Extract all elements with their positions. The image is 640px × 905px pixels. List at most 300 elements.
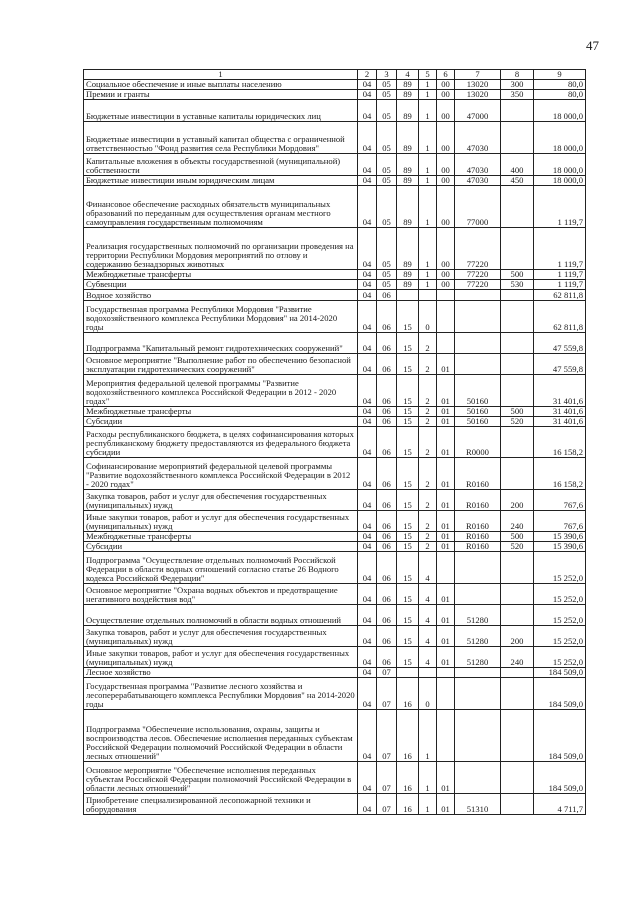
program-code bbox=[397, 668, 419, 678]
section-code: 04 bbox=[358, 511, 377, 532]
section-code: 04 bbox=[358, 668, 377, 678]
section-code: 04 bbox=[358, 176, 377, 186]
direction-code: R0160 bbox=[455, 511, 501, 532]
amount: 47 559,8 bbox=[534, 333, 586, 354]
section-code: 04 bbox=[358, 458, 377, 490]
header-row bbox=[84, 70, 586, 80]
program-code: 89 bbox=[397, 100, 419, 122]
section-code: 04 bbox=[358, 542, 377, 552]
subprogram-code: 1 bbox=[419, 762, 437, 794]
subprogram-code: 2 bbox=[419, 333, 437, 354]
expense-type-code bbox=[501, 762, 534, 794]
expense-type-code: 300 bbox=[501, 80, 534, 90]
column-header: 3 bbox=[377, 70, 397, 80]
direction-code bbox=[455, 290, 501, 301]
amount: 4 711,7 bbox=[534, 794, 586, 815]
subprogram-code: 1 bbox=[419, 90, 437, 100]
amount: 18 000,0 bbox=[534, 100, 586, 122]
row-name: Бюджетные инвестиции в уставный капитал общества с ограниченной ответственностью "Фонд развития села Республики Мордовия" bbox=[84, 122, 358, 154]
subsection-code: 06 bbox=[377, 417, 397, 427]
row-name: Основное мероприятие "Обеспечение исполнения переданных субъектам Российской Федерации полномочий Российской Федерации в области лесных отношений" bbox=[84, 762, 358, 794]
event-code: 01 bbox=[437, 584, 455, 605]
amount: 31 401,6 bbox=[534, 407, 586, 417]
event-code: 00 bbox=[437, 228, 455, 270]
program-code: 16 bbox=[397, 762, 419, 794]
column-header: 8 bbox=[501, 70, 534, 80]
table-row bbox=[84, 407, 586, 417]
amount: 15 252,0 bbox=[534, 605, 586, 626]
section-code: 04 bbox=[358, 154, 377, 176]
subsection-code: 06 bbox=[377, 647, 397, 668]
section-code: 04 bbox=[358, 270, 377, 280]
event-code: 01 bbox=[437, 626, 455, 647]
program-code: 16 bbox=[397, 678, 419, 710]
subsection-code: 05 bbox=[377, 186, 397, 228]
section-code: 04 bbox=[358, 122, 377, 154]
direction-code: 51310 bbox=[455, 794, 501, 815]
subprogram-code: 4 bbox=[419, 605, 437, 626]
section-code: 04 bbox=[358, 552, 377, 584]
event-code: 01 bbox=[437, 458, 455, 490]
subprogram-code: 1 bbox=[419, 186, 437, 228]
row-name: Лесное хозяйство bbox=[84, 668, 358, 678]
section-code: 04 bbox=[358, 417, 377, 427]
subsection-code: 05 bbox=[377, 228, 397, 270]
direction-code: 51280 bbox=[455, 626, 501, 647]
row-name: Премии и гранты bbox=[84, 90, 358, 100]
direction-code: 13020 bbox=[455, 80, 501, 90]
row-name: Основное мероприятие "Выполнение работ по обеспечению безопасной эксплуатации гидротехнических сооружений" bbox=[84, 354, 358, 375]
subsection-code: 05 bbox=[377, 90, 397, 100]
event-code: 01 bbox=[437, 511, 455, 532]
section-code: 04 bbox=[358, 762, 377, 794]
subsection-code: 07 bbox=[377, 678, 397, 710]
program-code: 89 bbox=[397, 186, 419, 228]
amount: 184 509,0 bbox=[534, 678, 586, 710]
program-code: 16 bbox=[397, 794, 419, 815]
row-name: Государственная программа "Развитие лесного хозяйства и лесоперерабатывающего комплекса Республики Мордовия" на 2014-2020 годы bbox=[84, 678, 358, 710]
section-code: 04 bbox=[358, 80, 377, 90]
table-row bbox=[84, 427, 586, 458]
direction-code: R0160 bbox=[455, 490, 501, 511]
subsection-code: 07 bbox=[377, 668, 397, 678]
subsection-code: 06 bbox=[377, 626, 397, 647]
expense-type-code bbox=[501, 427, 534, 458]
row-name: Расходы республиканского бюджета, в целях софинансирования которых республиканскому бюджету предоставляются из федерального бюджета субсидии bbox=[84, 427, 358, 458]
direction-code: 50160 bbox=[455, 407, 501, 417]
subprogram-code: 1 bbox=[419, 280, 437, 290]
program-code: 15 bbox=[397, 647, 419, 668]
event-code: 01 bbox=[437, 407, 455, 417]
event-code bbox=[437, 333, 455, 354]
direction-code: 50160 bbox=[455, 417, 501, 427]
subsection-code: 06 bbox=[377, 542, 397, 552]
event-code bbox=[437, 668, 455, 678]
program-code: 89 bbox=[397, 90, 419, 100]
direction-code bbox=[455, 762, 501, 794]
event-code: 01 bbox=[437, 762, 455, 794]
program-code: 15 bbox=[397, 407, 419, 417]
event-code: 01 bbox=[437, 605, 455, 626]
direction-code bbox=[455, 678, 501, 710]
section-code: 04 bbox=[358, 186, 377, 228]
row-name: Софинансирование мероприятий федеральной целевой программы "Развитие водохозяйственного комплекса Российской Федерации в 2012 - 2020 годах" bbox=[84, 458, 358, 490]
subprogram-code: 0 bbox=[419, 678, 437, 710]
subsection-code: 07 bbox=[377, 762, 397, 794]
direction-code: 77220 bbox=[455, 270, 501, 280]
subsection-code: 05 bbox=[377, 80, 397, 90]
subprogram-code: 1 bbox=[419, 710, 437, 762]
subprogram-code bbox=[419, 668, 437, 678]
event-code: 00 bbox=[437, 122, 455, 154]
event-code: 00 bbox=[437, 186, 455, 228]
section-code: 04 bbox=[358, 354, 377, 375]
direction-code: R0160 bbox=[455, 532, 501, 542]
table-row bbox=[84, 490, 586, 511]
section-code: 04 bbox=[358, 290, 377, 301]
expense-type-code: 520 bbox=[501, 542, 534, 552]
program-code: 15 bbox=[397, 490, 419, 511]
row-name: Основное мероприятие "Охрана водных объектов и предотвращение негативного воздействия вод" bbox=[84, 584, 358, 605]
program-code: 15 bbox=[397, 427, 419, 458]
column-header: 2 bbox=[358, 70, 377, 80]
amount: 80,0 bbox=[534, 90, 586, 100]
table-row bbox=[84, 333, 586, 354]
direction-code bbox=[455, 552, 501, 584]
section-code: 04 bbox=[358, 100, 377, 122]
amount: 18 000,0 bbox=[534, 154, 586, 176]
column-header: 1 bbox=[84, 70, 358, 80]
row-name: Субсидии bbox=[84, 542, 358, 552]
subprogram-code: 2 bbox=[419, 490, 437, 511]
program-code: 89 bbox=[397, 270, 419, 280]
row-name: Бюджетные инвестиции иным юридическим лицам bbox=[84, 176, 358, 186]
subprogram-code: 2 bbox=[419, 511, 437, 532]
row-name: Иные закупки товаров, работ и услуг для обеспечения государственных (муниципальных) нужд bbox=[84, 511, 358, 532]
subprogram-code: 2 bbox=[419, 354, 437, 375]
subprogram-code: 4 bbox=[419, 647, 437, 668]
row-name: Межбюджетные трансферты bbox=[84, 407, 358, 417]
subsection-code: 06 bbox=[377, 333, 397, 354]
section-code: 04 bbox=[358, 490, 377, 511]
amount: 62 811,8 bbox=[534, 301, 586, 333]
expense-type-code bbox=[501, 122, 534, 154]
amount: 16 158,2 bbox=[534, 458, 586, 490]
row-name: Субсидии bbox=[84, 417, 358, 427]
expense-type-code: 350 bbox=[501, 90, 534, 100]
expense-type-code bbox=[501, 710, 534, 762]
expense-type-code bbox=[501, 678, 534, 710]
subsection-code: 06 bbox=[377, 490, 397, 511]
table-row bbox=[84, 710, 586, 762]
expense-type-code: 530 bbox=[501, 280, 534, 290]
section-code: 04 bbox=[358, 427, 377, 458]
table-row bbox=[84, 668, 586, 678]
row-name: Закупка товаров, работ и услуг для обеспечения государственных (муниципальных) нужд bbox=[84, 626, 358, 647]
section-code: 04 bbox=[358, 710, 377, 762]
row-name: Подпрограмма "Осуществление отдельных полномочий Российской Федерации в области водных отношений согласно статье 26 Водного кодекса Российской Федерации" bbox=[84, 552, 358, 584]
subprogram-code: 1 bbox=[419, 228, 437, 270]
row-name: Осуществление отдельных полномочий в области водных отношений bbox=[84, 605, 358, 626]
amount: 1 119,7 bbox=[534, 186, 586, 228]
event-code bbox=[437, 301, 455, 333]
subprogram-code: 1 bbox=[419, 270, 437, 280]
subprogram-code: 1 bbox=[419, 154, 437, 176]
row-name: Водное хозяйство bbox=[84, 290, 358, 301]
row-name: Бюджетные инвестиции в уставные капиталы юридических лиц bbox=[84, 100, 358, 122]
expense-type-code bbox=[501, 100, 534, 122]
expense-type-code: 520 bbox=[501, 417, 534, 427]
amount: 15 252,0 bbox=[534, 552, 586, 584]
program-code: 15 bbox=[397, 354, 419, 375]
event-code: 00 bbox=[437, 280, 455, 290]
section-code: 04 bbox=[358, 375, 377, 407]
expense-type-code: 450 bbox=[501, 176, 534, 186]
direction-code: 47030 bbox=[455, 122, 501, 154]
direction-code bbox=[455, 354, 501, 375]
subprogram-code: 2 bbox=[419, 375, 437, 407]
subsection-code: 06 bbox=[377, 301, 397, 333]
subsection-code: 05 bbox=[377, 176, 397, 186]
amount: 15 252,0 bbox=[534, 626, 586, 647]
event-code bbox=[437, 290, 455, 301]
direction-code bbox=[455, 668, 501, 678]
column-header: 4 bbox=[397, 70, 419, 80]
expense-type-code bbox=[501, 458, 534, 490]
amount: 18 000,0 bbox=[534, 176, 586, 186]
table-row bbox=[84, 186, 586, 228]
budget-table bbox=[83, 69, 586, 815]
expense-type-code: 200 bbox=[501, 626, 534, 647]
table-row bbox=[84, 228, 586, 270]
subsection-code: 06 bbox=[377, 552, 397, 584]
event-code: 00 bbox=[437, 100, 455, 122]
event-code: 00 bbox=[437, 90, 455, 100]
direction-code: 77000 bbox=[455, 186, 501, 228]
direction-code: 47030 bbox=[455, 176, 501, 186]
section-code: 04 bbox=[358, 626, 377, 647]
direction-code: 51280 bbox=[455, 647, 501, 668]
expense-type-code: 500 bbox=[501, 270, 534, 280]
direction-code: R0160 bbox=[455, 458, 501, 490]
table-row bbox=[84, 375, 586, 407]
amount: 80,0 bbox=[534, 80, 586, 90]
column-header: 9 bbox=[534, 70, 586, 80]
event-code: 01 bbox=[437, 417, 455, 427]
subprogram-code: 2 bbox=[419, 407, 437, 417]
table-row bbox=[84, 280, 586, 290]
amount: 1 119,7 bbox=[534, 270, 586, 280]
row-name: Межбюджетные трансферты bbox=[84, 532, 358, 542]
program-code: 15 bbox=[397, 626, 419, 647]
event-code: 01 bbox=[437, 490, 455, 511]
amount: 15 390,6 bbox=[534, 532, 586, 542]
expense-type-code bbox=[501, 354, 534, 375]
table-row bbox=[84, 678, 586, 710]
direction-code: 13020 bbox=[455, 90, 501, 100]
row-name: Социальное обеспечение и иные выплаты населению bbox=[84, 80, 358, 90]
amount: 16 158,2 bbox=[534, 427, 586, 458]
subsection-code: 05 bbox=[377, 100, 397, 122]
subsection-code: 06 bbox=[377, 427, 397, 458]
amount: 15 252,0 bbox=[534, 584, 586, 605]
row-name: Капитальные вложения в объекты государственной (муниципальной) собственности bbox=[84, 154, 358, 176]
subsection-code: 06 bbox=[377, 407, 397, 417]
subprogram-code: 0 bbox=[419, 301, 437, 333]
event-code: 00 bbox=[437, 154, 455, 176]
section-code: 04 bbox=[358, 280, 377, 290]
amount: 62 811,8 bbox=[534, 290, 586, 301]
section-code: 04 bbox=[358, 228, 377, 270]
section-code: 04 bbox=[358, 301, 377, 333]
subprogram-code: 2 bbox=[419, 427, 437, 458]
program-code: 15 bbox=[397, 552, 419, 584]
direction-code: R0160 bbox=[455, 542, 501, 552]
direction-code: 47000 bbox=[455, 100, 501, 122]
program-code: 89 bbox=[397, 122, 419, 154]
table-row bbox=[84, 122, 586, 154]
subsection-code: 06 bbox=[377, 605, 397, 626]
program-code: 89 bbox=[397, 280, 419, 290]
expense-type-code bbox=[501, 301, 534, 333]
direction-code: 77220 bbox=[455, 228, 501, 270]
direction-code: 47030 bbox=[455, 154, 501, 176]
table-row bbox=[84, 584, 586, 605]
column-header: 7 bbox=[455, 70, 501, 80]
program-code: 15 bbox=[397, 511, 419, 532]
expense-type-code bbox=[501, 668, 534, 678]
direction-code: R0000 bbox=[455, 427, 501, 458]
amount: 184 509,0 bbox=[534, 710, 586, 762]
program-code: 89 bbox=[397, 80, 419, 90]
direction-code bbox=[455, 584, 501, 605]
section-code: 04 bbox=[358, 605, 377, 626]
table-row bbox=[84, 542, 586, 552]
subsection-code: 06 bbox=[377, 584, 397, 605]
subprogram-code: 2 bbox=[419, 417, 437, 427]
row-name: Субвенции bbox=[84, 280, 358, 290]
table-row bbox=[84, 270, 586, 280]
section-code: 04 bbox=[358, 794, 377, 815]
amount: 15 390,6 bbox=[534, 542, 586, 552]
event-code: 01 bbox=[437, 375, 455, 407]
amount: 31 401,6 bbox=[534, 417, 586, 427]
subprogram-code: 1 bbox=[419, 176, 437, 186]
table-row bbox=[84, 762, 586, 794]
section-code: 04 bbox=[358, 532, 377, 542]
subprogram-code: 4 bbox=[419, 626, 437, 647]
section-code: 04 bbox=[358, 407, 377, 417]
program-code: 15 bbox=[397, 605, 419, 626]
subsection-code: 05 bbox=[377, 280, 397, 290]
event-code: 00 bbox=[437, 80, 455, 90]
amount: 18 000,0 bbox=[534, 122, 586, 154]
program-code: 89 bbox=[397, 154, 419, 176]
table-row bbox=[84, 417, 586, 427]
subprogram-code: 1 bbox=[419, 122, 437, 154]
table-row bbox=[84, 301, 586, 333]
subprogram-code: 2 bbox=[419, 458, 437, 490]
direction-code bbox=[455, 710, 501, 762]
subsection-code: 07 bbox=[377, 710, 397, 762]
table-row bbox=[84, 552, 586, 584]
amount: 15 252,0 bbox=[534, 647, 586, 668]
section-code: 04 bbox=[358, 333, 377, 354]
table-row bbox=[84, 532, 586, 542]
subprogram-code: 4 bbox=[419, 584, 437, 605]
row-name: Реализация государственных полномочий по организации проведения на территории Республики Мордовия мероприятий по отлову и содержанию безнадзорных животных bbox=[84, 228, 358, 270]
event-code: 01 bbox=[437, 354, 455, 375]
row-name: Государственная программа Республики Мордовия "Развитие водохозяйственного комплекса Республики Мордовия" на 2014-2020 годы bbox=[84, 301, 358, 333]
subsection-code: 06 bbox=[377, 290, 397, 301]
event-code: 01 bbox=[437, 794, 455, 815]
table-row bbox=[84, 511, 586, 532]
program-code: 89 bbox=[397, 228, 419, 270]
table-row bbox=[84, 794, 586, 815]
column-header: 5 bbox=[419, 70, 437, 80]
table-row bbox=[84, 626, 586, 647]
column-header: 6 bbox=[437, 70, 455, 80]
direction-code bbox=[455, 301, 501, 333]
table-row bbox=[84, 100, 586, 122]
row-name: Приобретение специализированной лесопожарной техники и оборудования bbox=[84, 794, 358, 815]
table-row bbox=[84, 458, 586, 490]
event-code: 01 bbox=[437, 647, 455, 668]
amount: 767,6 bbox=[534, 490, 586, 511]
expense-type-code bbox=[501, 605, 534, 626]
expense-type-code bbox=[501, 552, 534, 584]
table-row bbox=[84, 647, 586, 668]
expense-type-code bbox=[501, 290, 534, 301]
row-name: Финансовое обеспечение расходных обязательств муниципальных образований по переданным для осуществления органам местного самоуправления государственным полномочиям bbox=[84, 186, 358, 228]
table-row bbox=[84, 154, 586, 176]
expense-type-code: 240 bbox=[501, 647, 534, 668]
table-body bbox=[84, 80, 586, 815]
table-row bbox=[84, 90, 586, 100]
amount: 767,6 bbox=[534, 511, 586, 532]
expense-type-code: 200 bbox=[501, 490, 534, 511]
event-code: 00 bbox=[437, 176, 455, 186]
program-code: 15 bbox=[397, 458, 419, 490]
direction-code: 77220 bbox=[455, 280, 501, 290]
event-code: 01 bbox=[437, 427, 455, 458]
program-code: 15 bbox=[397, 584, 419, 605]
table-row bbox=[84, 354, 586, 375]
event-code bbox=[437, 710, 455, 762]
table-row bbox=[84, 605, 586, 626]
expense-type-code bbox=[501, 375, 534, 407]
section-code: 04 bbox=[358, 647, 377, 668]
amount: 184 509,0 bbox=[534, 762, 586, 794]
subsection-code: 05 bbox=[377, 122, 397, 154]
subsection-code: 06 bbox=[377, 458, 397, 490]
amount: 1 119,7 bbox=[534, 228, 586, 270]
section-code: 04 bbox=[358, 90, 377, 100]
table-row bbox=[84, 290, 586, 301]
direction-code bbox=[455, 333, 501, 354]
program-code: 89 bbox=[397, 176, 419, 186]
row-name: Межбюджетные трансферты bbox=[84, 270, 358, 280]
row-name: Подпрограмма "Обеспечение использования, охраны, защиты и воспроизводства лесов. Обеспечение исполнения переданных субъектам Российской Федерации полномочий Российской Федерации в области лесных отношений" bbox=[84, 710, 358, 762]
expense-type-code bbox=[501, 186, 534, 228]
program-code: 16 bbox=[397, 710, 419, 762]
subsection-code: 06 bbox=[377, 354, 397, 375]
subsection-code: 05 bbox=[377, 154, 397, 176]
expense-type-code bbox=[501, 228, 534, 270]
subprogram-code: 2 bbox=[419, 542, 437, 552]
row-name: Закупка товаров, работ и услуг для обеспечения государственных (муниципальных) нужд bbox=[84, 490, 358, 511]
program-code: 15 bbox=[397, 301, 419, 333]
